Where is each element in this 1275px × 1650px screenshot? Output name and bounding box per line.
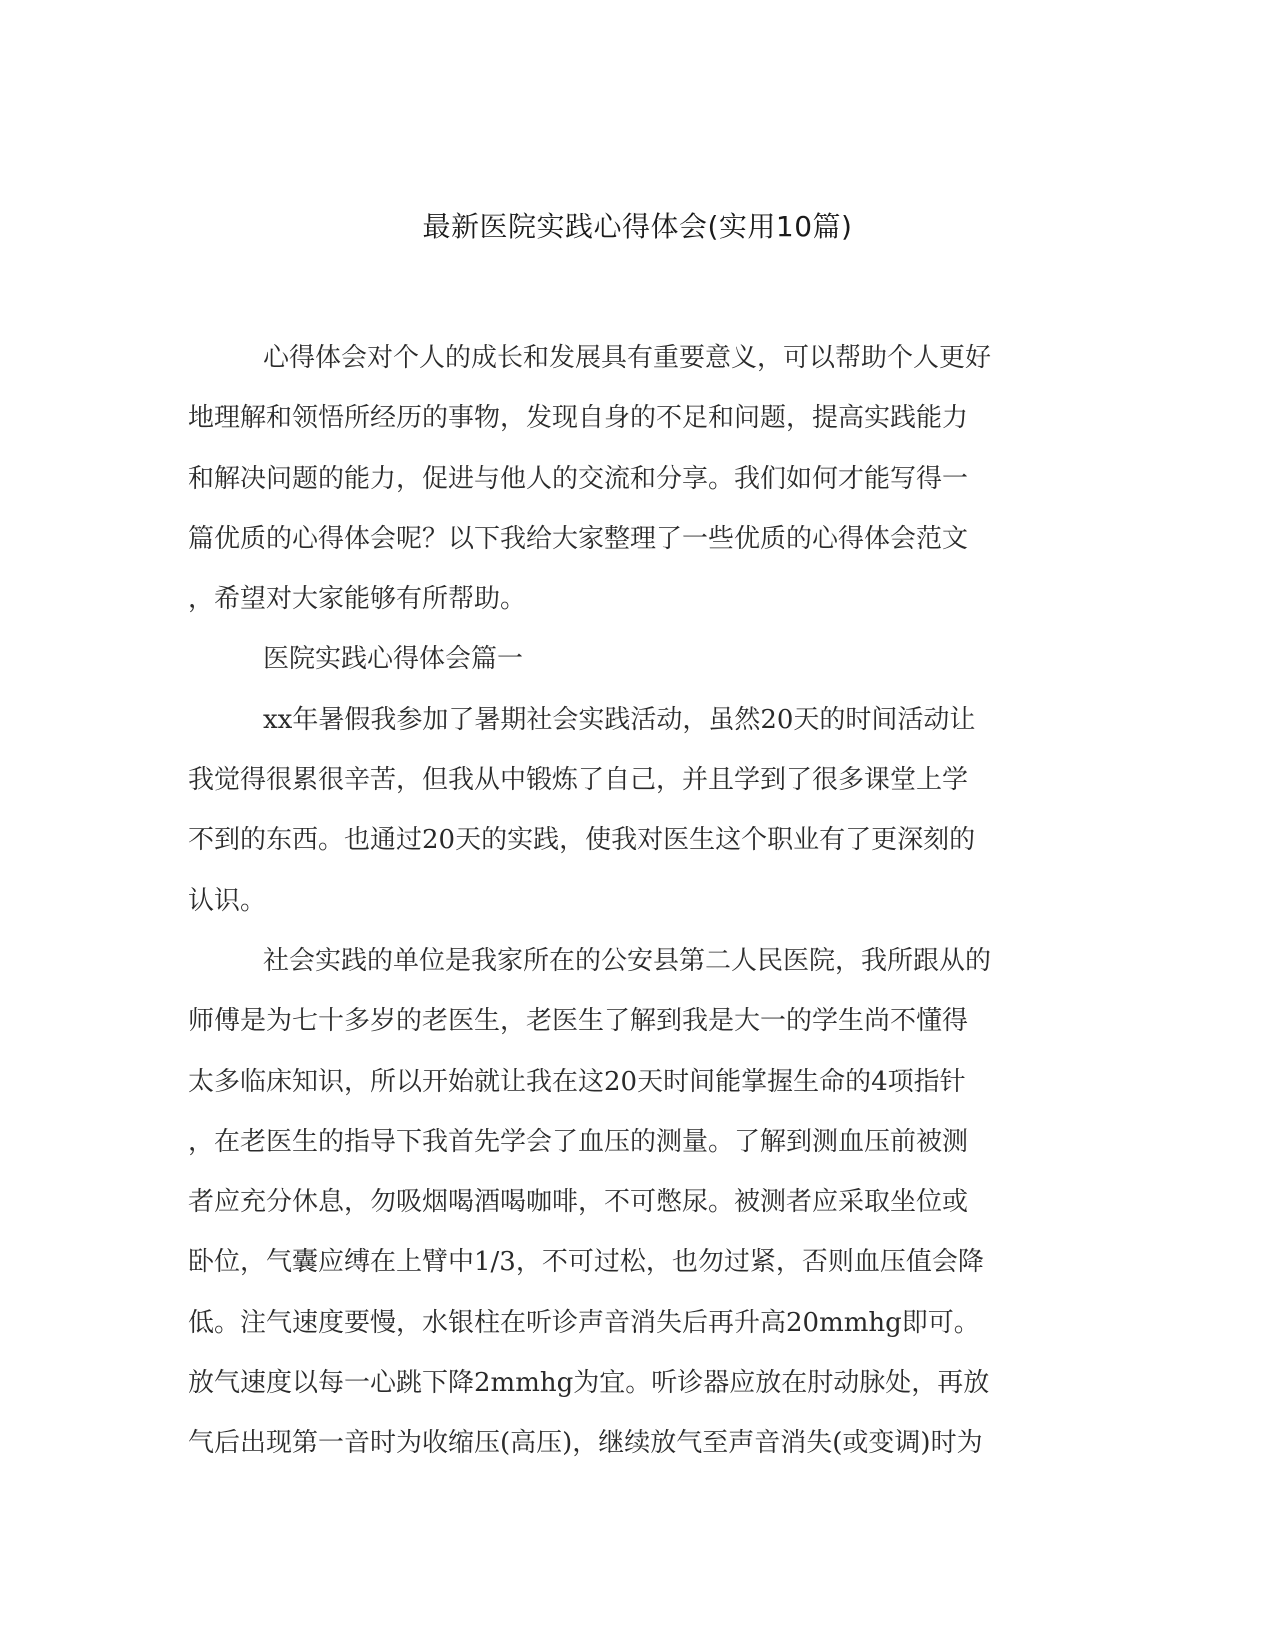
paragraph-line: 篇优质的心得体会呢？以下我给大家整理了一些优质的心得体会范文: [188, 523, 969, 554]
paragraph-line: 和解决问题的能力，促进与他人的交流和分享。我们如何才能写得一: [188, 463, 969, 494]
paragraph-line: 认识。: [188, 885, 267, 916]
paragraph-line: 放气速度以每一心跳下降2mmhg为宜。听诊器应放在肘动脉处，再放: [188, 1368, 990, 1399]
document-body: [188, 328, 1068, 1474]
paragraph-line: xx年暑假我参加了暑期社会实践活动，虽然20天的时间活动让: [263, 704, 976, 735]
document-title: 最新医院实践心得体会(实用10篇): [422, 210, 853, 243]
paragraph-line: 低。注气速度要慢，水银柱在听诊声音消失后再升高20mmhg即可。: [188, 1307, 980, 1338]
paragraph-line: 师傅是为七十多岁的老医生，老医生了解到我是大一的学生尚不懂得: [188, 1006, 969, 1037]
paragraph-line: 我觉得很累很辛苦，但我从中锻炼了自己，并且学到了很多课堂上学: [188, 765, 969, 796]
paragraph-line: 心得体会对个人的成长和发展具有重要意义，可以帮助个人更好: [263, 343, 992, 373]
paragraph-line: 不到的东西。也通过20天的实践，使我对医生这个职业有了更深刻的: [188, 825, 976, 856]
paragraph-line: 卧位，气囊应缚在上臂中1/3，不可过松，也勿过紧，否则血压值会降: [188, 1247, 984, 1278]
section-heading: 医院实践心得体会篇一: [263, 644, 524, 675]
paragraph-line: 者应充分休息，勿吸烟喝酒喝咖啡，不可憋尿。被测者应采取坐位或: [188, 1187, 969, 1218]
paragraph-line: ，希望对大家能够有所帮助。: [188, 584, 527, 615]
paragraph-line: 社会实践的单位是我家所在的公安县第二人民医院，我所跟从的: [263, 945, 992, 976]
paragraph-line: 气后出现第一音时为收缩压(高压)，继续放气至声音消失(或变调)时为: [188, 1428, 983, 1459]
paragraph-line: ，在老医生的指导下我首先学会了血压的测量。了解到测血压前被测: [188, 1126, 969, 1157]
paragraph-line: 地理解和领悟所经历的事物，发现自身的不足和问题，提高实践能力: [188, 403, 969, 434]
paragraph-line: 太多临床知识，所以开始就让我在这20天时间能掌握生命的4项指针: [188, 1066, 966, 1097]
